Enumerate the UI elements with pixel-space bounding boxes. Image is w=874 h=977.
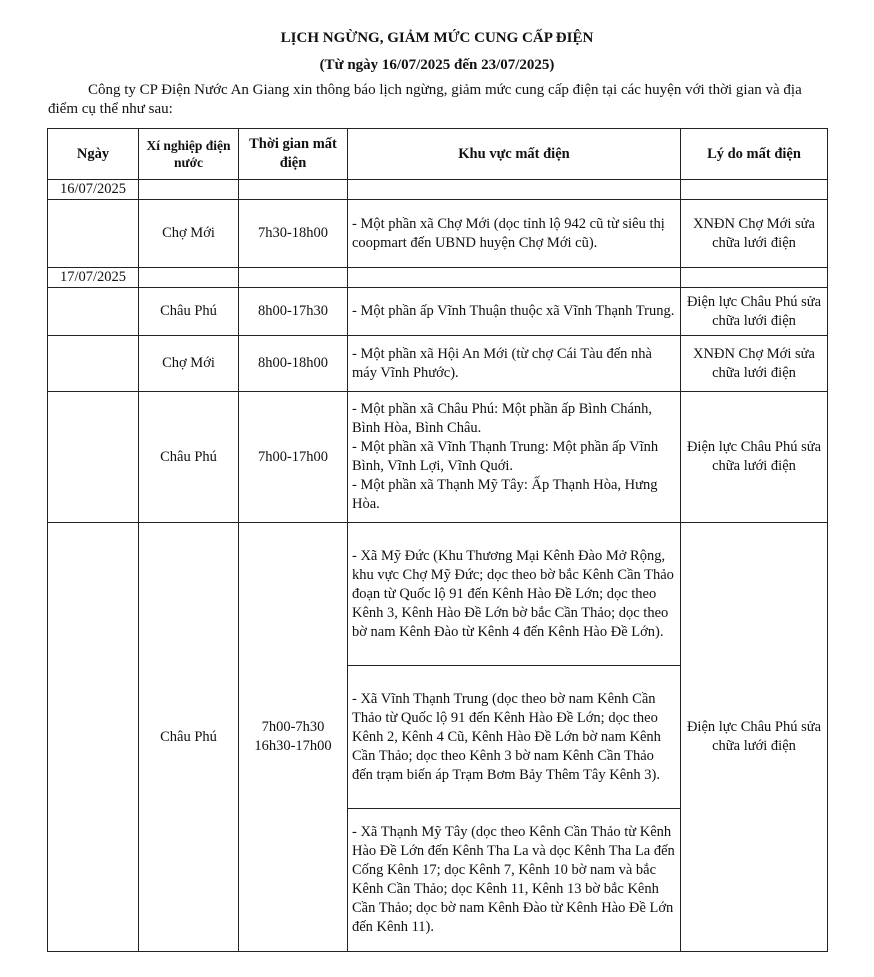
time-cell: 7h30-18h00 <box>239 200 348 268</box>
time-line: 16h30-17h00 <box>254 738 332 754</box>
time-cell: 8h00-17h30 <box>239 288 348 336</box>
unit-cell: Chợ Mới <box>139 336 239 392</box>
area-line: - Một phần xã Vĩnh Thạnh Trung: Một phần ấp Vĩnh Bình, Vĩnh Lợi, Vĩnh Quới. <box>352 439 659 474</box>
area-cell: - Một phần xã Hội An Mới (từ chợ Cái Tàu đến nhà máy Vĩnh Phước). <box>348 336 681 392</box>
outage-schedule-table <box>47 128 828 952</box>
table-row <box>48 288 828 336</box>
unit-cell: Châu Phú <box>139 523 239 952</box>
time-cell: 7h00-17h00 <box>239 392 348 523</box>
table-row <box>48 392 828 523</box>
time-line: 7h00-7h30 <box>261 719 325 735</box>
reason-cell: Điện lực Châu Phú sửa chữa lưới điện <box>681 288 828 336</box>
table-row <box>48 336 828 392</box>
page-title: LỊCH NGỪNG, GIẢM MỨC CUNG CẤP ĐIỆN <box>280 30 594 46</box>
table-row <box>48 200 828 268</box>
unit-cell: Châu Phú <box>139 392 239 523</box>
reason-cell: XNĐN Chợ Mới sửa chữa lưới điện <box>681 336 828 392</box>
area-cell: - Xã Thạnh Mỹ Tây (dọc theo Kênh Cần Thảo từ Kênh Hào Đề Lớn đến Kênh Tha La và dọc Kênh Tha La đến Cống Kênh 17; dọc Kênh 7, Kênh 10 bờ nam và bắc Kênh Cần Thảo; dọc Kênh 11, Kênh 13 bờ bắc Kênh Cần Thảo; dọc bờ nam Kênh Đào từ Kênh Hào Đề Lớn đến Kênh 11). <box>348 809 681 952</box>
reason-cell: Điện lực Châu Phú sửa chữa lưới điện <box>681 392 828 523</box>
table-header-row <box>48 129 828 180</box>
area-cell <box>348 392 681 523</box>
header-reason: Lý do mất điện <box>681 129 828 180</box>
area-line: - Một phần xã Thạnh Mỹ Tây: Ấp Thạnh Hòa, Hưng Hòa. <box>352 477 658 512</box>
area-cell: - Một phần xã Chợ Mới (dọc tỉnh lộ 942 cũ từ siêu thị coopmart đến UBND huyện Chợ Mới cũ). <box>348 200 681 268</box>
date-range-subtitle: (Từ ngày 16/07/2025 đến 23/07/2025) <box>319 57 555 73</box>
table-row <box>48 523 828 666</box>
area-cell: - Một phần ấp Vĩnh Thuận thuộc xã Vĩnh Thạnh Trung. <box>348 288 681 336</box>
unit-cell: Châu Phú <box>139 288 239 336</box>
time-cell: 8h00-18h00 <box>239 336 348 392</box>
date-cell: 16/07/2025 <box>48 180 139 200</box>
area-cell: - Xã Vĩnh Thạnh Trung (dọc theo bờ nam Kênh Cần Thảo từ Quốc lộ 91 đến Kênh Hào Đề Lớn; dọc theo Kênh 2, Kênh 4 Cũ, Kênh Hào Đề Lớn bờ nam Kênh Cần Thảo; dọc theo Kênh 3 bờ nam Kênh Cần Thảo đến trạm biến áp Trạm Bơm Bảy Thêm Tây Kênh 3). <box>348 666 681 809</box>
header-date: Ngày <box>48 129 139 180</box>
header-time: Thời gian mất điện <box>239 129 348 180</box>
date-cell: 17/07/2025 <box>48 268 139 288</box>
unit-cell: Chợ Mới <box>139 200 239 268</box>
intro-paragraph: Công ty CP Điện Nước An Giang xin thông báo lịch ngừng, giảm mức cung cấp điện tại các huyện với thời gian và địa điểm cụ thể như sau: <box>48 82 802 117</box>
reason-cell: Điện lực Châu Phú sửa chữa lưới điện <box>681 523 828 952</box>
area-cell: - Xã Mỹ Đức (Khu Thương Mại Kênh Đào Mở Rộng, khu vực Chợ Mỹ Đức; dọc theo bờ bắc Kênh Cần Thảo đoạn từ Quốc lộ 91 đến Kênh Hào Đề Lớn; dọc theo Kênh 3, Kênh Hào Đề Lớn bờ bắc Cần Thảo; dọc theo bờ nam Kênh Đào từ Kênh 4 đến Kênh Hào Đề Lớn). <box>348 523 681 666</box>
header-area: Khu vực mất điện <box>348 129 681 180</box>
header-unit: Xí nghiệp điện nước <box>139 129 239 180</box>
area-line: - Một phần xã Châu Phú: Một phần ấp Bình Chánh, Bình Hòa, Bình Châu. <box>352 401 653 436</box>
date-row <box>48 268 828 288</box>
date-row <box>48 180 828 200</box>
time-cell <box>239 523 348 952</box>
reason-cell: XNĐN Chợ Mới sửa chữa lưới điện <box>681 200 828 268</box>
